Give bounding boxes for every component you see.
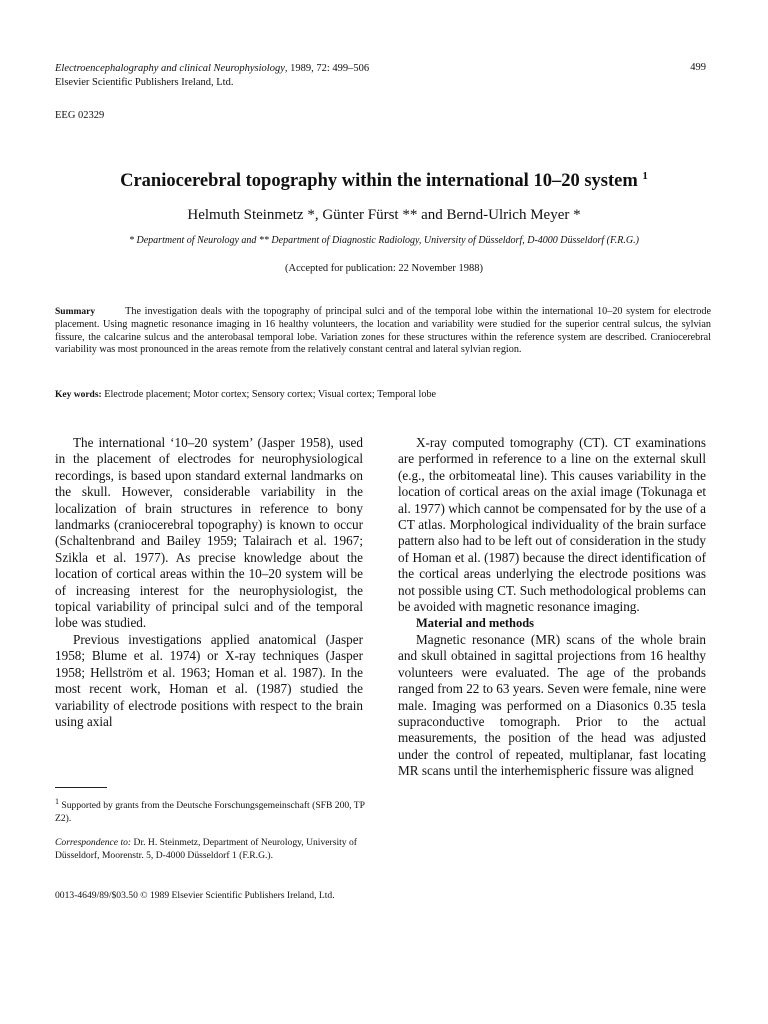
accepted-date: (Accepted for publication: 22 November 1988) [285,263,483,274]
correspondence-label: Correspondence to: [55,837,132,848]
footnote-text: Supported by grants from the Deutsche Forschungsgemeinschaft (SFB 200, TP Z2). [55,800,365,825]
right-column [398,435,706,780]
page-number: 499 [690,62,706,73]
authors: Helmuth Steinmetz *, Günter Fürst ** and Bernd-Ulrich Meyer * [187,207,581,223]
correspondence-text: Dr. H. Steinmetz, Department of Neurology, University of Düsseldorf, Moorenstr. 5, D-4000 Düsseldorf 1 (F.R.G.). [55,837,357,861]
section-heading: Material and methods [416,616,535,631]
footnote-correspondence [55,836,365,862]
body-paragraph: X-ray computed tomography (CT). CT examinations are performed in reference to a line on the external skull (e.g., the orbitomeatal line). This causes variability in the location of cortical areas on the axial image (Tokunaga et al. 1977) which cannot be compensated for by the use of a CT atlas. Morphological individuality of the brain surface pattern also had to be left out of consideration in the study of Homan et al. (1987) because the direct identification of the cortical areas underlying the electrode positions was not possible using CT. Such methodological problems can be avoided with magnetic resonance imaging. [398,435,706,615]
body-paragraph: Previous investigations applied anatomical (Jasper 1958; Blume et al. 1974) or X-ray techniques (Jasper 1958; Hellström et al. 1963; Homan et al. 1987). In the most recent work, Homan et al. (1987) studied the variability of electrode positions with respect to the brain using axial [55,631,363,729]
keywords-text: Electrode placement; Motor cortex; Sensory cortex; Visual cortex; Temporal lobe [104,389,437,400]
publisher-line: Elsevier Scientific Publishers Ireland, Ltd. [55,77,234,88]
article-title-block [0,170,768,192]
keywords-block [55,389,711,400]
footnote-funding [55,795,365,825]
journal-citation [55,62,369,75]
keywords-label: Key words: [55,390,102,400]
summary-block [55,306,711,357]
article-code: EEG 02329 [55,110,105,121]
footnote-divider [55,787,107,788]
summary-label: Summary [55,307,96,317]
summary-text: The investigation deals with the topography of principal sulci and of the temporal lobe within the international 10–20 system for electrode placement. Using magnetic resonance imaging in 16 healthy volunteers, the location and variability were studied for the superior central sulcus, the sylvian fissure, the calcarine sulcus and the anterobasal temporal lobe. Variation zones for these structures within the reference system are described. Craniocerebral variability was most pronounced in the areas remote from the relatively constant central and lateral sylvian region. [55,306,711,356]
affiliations: * Department of Neurology and ** Department of Diagnostic Radiology, University of Düsseldorf, D-4000 Düsseldorf (F.R.G.) [129,235,639,246]
body-paragraph: Magnetic resonance (MR) scans of the whole brain and skull obtained in sagittal projections from 16 healthy volunteers were evaluated. The age of the probands ranged from 22 to 63 years. Seven were female, nine were male. Imaging was performed on a Diasonics 0.35 tesla supraconductive tomograph. Prior to the actual measurements, the position of the head was adjusted under the control of repeated, multiplanar, fast locating MR scans until the interhemispheric fissure was aligned [398,631,706,779]
journal-name: Electroencephalography and clinical Neurophysiology [55,63,285,74]
body-paragraph: The international ‘10–20 system’ (Jasper 1958), used in the placement of electrodes for neurophysiological recordings, is based upon standard external landmarks on the skull. However, considerable variability in the localization of brain structures in reference to bony landmarks (craniocerebral topography) is known to occur (Schaltenbrand and Bailey 1959; Talairach et al. 1967; Szikla et al. 1977). As precise knowledge about the location of cortical areas within the 10–20 system will be of increasing interest for the neurophysiologist, the topical variability of principal sulci and of the temporal lobe was studied. [55,435,363,631]
left-column [55,435,363,730]
footnote-mark: 1 [55,797,59,806]
title-footnote-mark: 1 [642,170,648,182]
article-title: Craniocerebral topography within the international 10–20 system [120,171,638,192]
journal-reference: , 1989, 72: 499–506 [284,63,370,74]
copyright-line: 0013-4649/89/$03.50 © 1989 Elsevier Scientific Publishers Ireland, Ltd. [55,890,335,901]
